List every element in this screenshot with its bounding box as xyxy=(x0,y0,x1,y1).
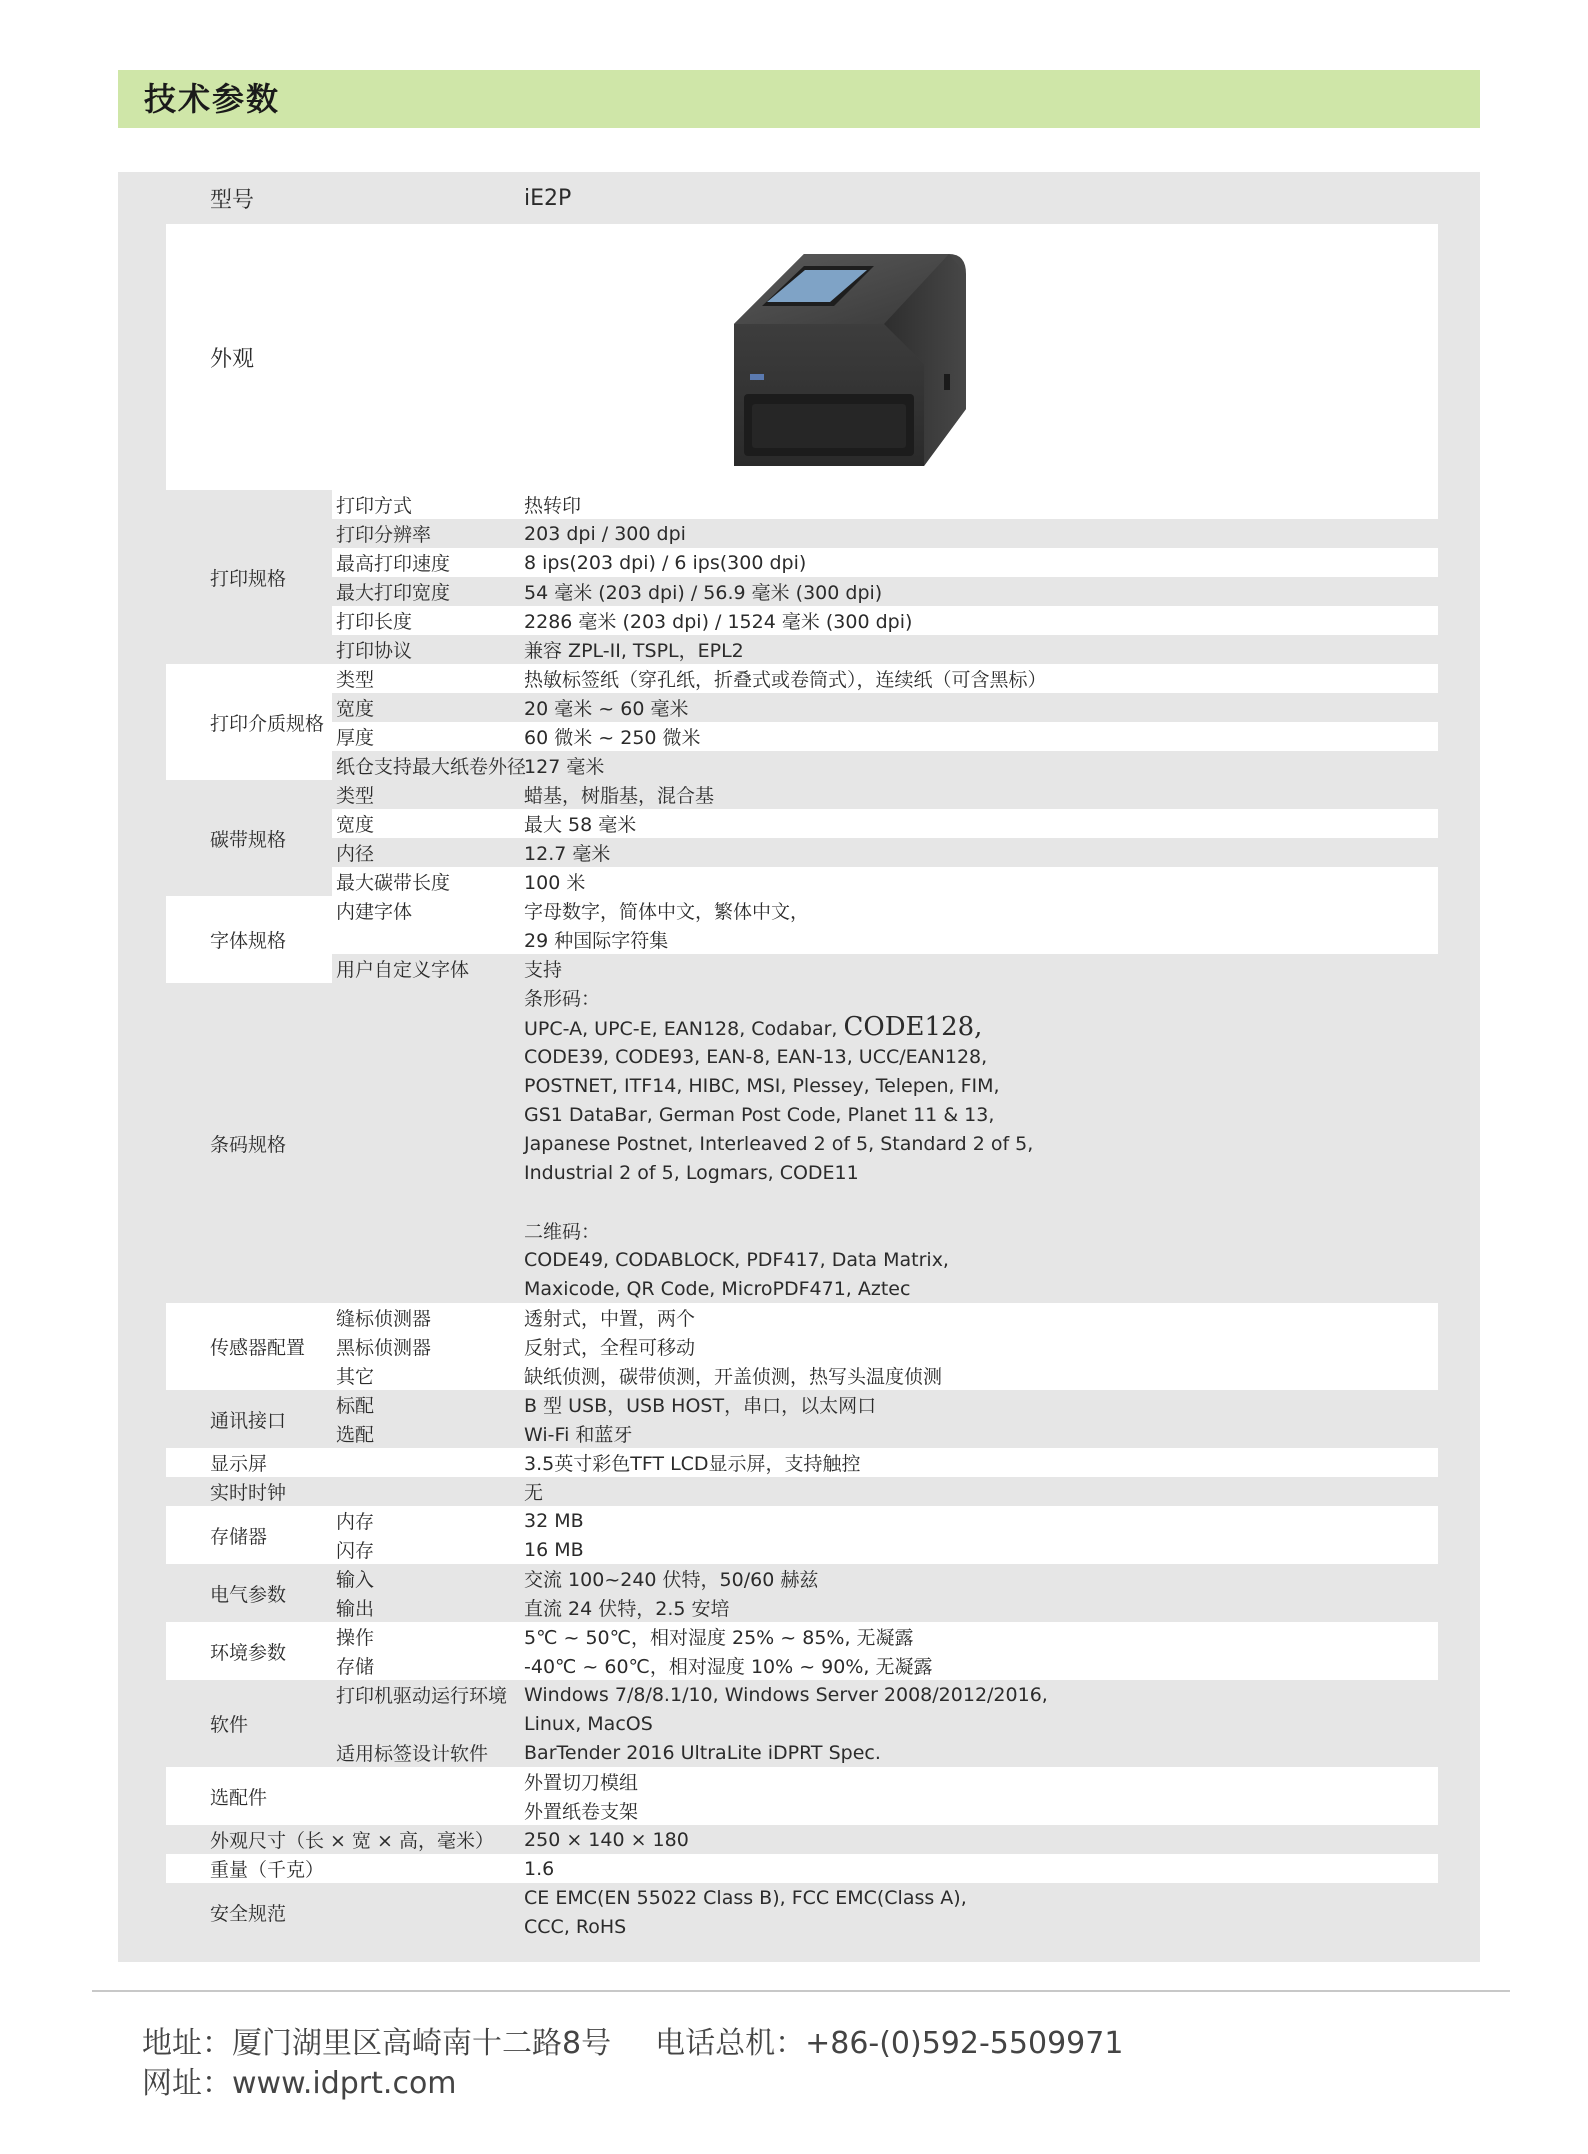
printer-photo xyxy=(524,224,1438,490)
spec-name: 最大碳带长度 xyxy=(332,867,520,896)
section-header-bar xyxy=(118,70,1480,128)
spec-name: 标配 xyxy=(332,1390,520,1419)
print-spec-row xyxy=(166,490,1438,519)
ribbon-spec-row xyxy=(166,780,1438,809)
barcode-line: POSTNET, ITF14, HIBC, MSI, Plessey, Telepen, FIM, xyxy=(520,1071,1438,1100)
spec-value: 60 微米 ~ 250 微米 xyxy=(520,722,1438,751)
weight-label: 重量（千克） xyxy=(166,1854,520,1883)
spec-name: 内建字体 xyxy=(332,896,520,925)
safety-label: 安全规范 xyxy=(166,1883,520,1941)
spec-name: 其它 xyxy=(332,1361,520,1390)
electrical-spec-label: 电气参数 xyxy=(166,1564,332,1622)
print-spec-row xyxy=(166,519,1438,548)
spec-name: 打印长度 xyxy=(332,606,520,635)
accessory-item: 外置切刀模组 xyxy=(520,1767,1438,1796)
barcode-line: Japanese Postnet, Interleaved 2 of 5, Standard 2 of 5, xyxy=(520,1129,1438,1158)
env-spec-label: 环境参数 xyxy=(166,1622,332,1680)
spec-name: 宽度 xyxy=(332,809,520,838)
rtc-row xyxy=(166,1477,1438,1506)
software-spec-label: 软件 xyxy=(166,1680,332,1767)
model-row xyxy=(166,172,1438,224)
spec-name: 闪存 xyxy=(332,1535,520,1564)
media-spec-label: 打印介质规格 xyxy=(166,664,332,780)
env-spec-row xyxy=(166,1622,1438,1651)
font-spec-row xyxy=(166,896,1438,925)
spec-value: 字母数字，简体中文，繁体中文， xyxy=(520,896,1438,925)
barcode-code128: CODE128, xyxy=(843,1012,983,1042)
sensor-spec-row xyxy=(166,1303,1438,1332)
comm-spec-row xyxy=(166,1419,1438,1448)
ribbon-spec-row xyxy=(166,867,1438,896)
footer-divider xyxy=(92,1990,1510,1992)
spec-value: 最大 58 毫米 xyxy=(520,809,1438,838)
comm-spec-label: 通讯接口 xyxy=(166,1390,332,1448)
spec-value: 蜡基，树脂基，混合基 xyxy=(520,780,1438,809)
spec-name: 内径 xyxy=(332,838,520,867)
electrical-spec-row xyxy=(166,1564,1438,1593)
model-label: 型号 xyxy=(166,172,520,224)
spec-value: 29 种国际字符集 xyxy=(520,925,1438,954)
spec-value: 8 ips(203 dpi) / 6 ips(300 dpi) xyxy=(520,548,1438,577)
spec-value: 热转印 xyxy=(520,490,1438,519)
section-title: 技术参数 xyxy=(144,80,281,118)
barcode-line: GS1 DataBar, German Post Code, Planet 11 & 13, xyxy=(520,1100,1438,1129)
rtc-value: 无 xyxy=(520,1477,1438,1506)
display-value: 3.5英寸彩色TFT LCD显示屏，支持触控 xyxy=(520,1448,1438,1477)
ribbon-spec-label: 碳带规格 xyxy=(166,780,332,896)
ribbon-spec-row xyxy=(166,809,1438,838)
print-spec-label: 打印规格 xyxy=(166,490,332,664)
spec-value: 缺纸侦测，碳带侦测，开盖侦测，热写头温度侦测 xyxy=(520,1361,1438,1390)
accessories-row xyxy=(166,1767,1438,1796)
spec-name: 纸仓支持最大纸卷外径 xyxy=(332,751,520,780)
spec-name: 选配 xyxy=(332,1419,520,1448)
spec-value: 5℃ ~ 50℃，相对湿度 25% ~ 85%, 无凝露 xyxy=(520,1622,1438,1651)
spec-name: 用户自定义字体 xyxy=(332,954,520,983)
media-spec-row xyxy=(166,664,1438,693)
barcode-line: CODE39, CODE93, EAN-8, EAN-13, UCC/EAN128, xyxy=(520,1042,1438,1071)
spec-name: 输入 xyxy=(332,1564,520,1593)
barcode-line: CODE49, CODABLOCK, PDF417, Data Matrix, xyxy=(520,1245,1438,1274)
appearance-label: 外观 xyxy=(166,224,520,490)
weight-row xyxy=(166,1854,1438,1883)
ribbon-spec-row xyxy=(166,838,1438,867)
barcode-spec-row xyxy=(166,983,1438,1012)
media-spec-row xyxy=(166,751,1438,780)
spec-value: BarTender 2016 UltraLite iDPRT Spec. xyxy=(520,1738,1438,1767)
barcode-line: Industrial 2 of 5, Logmars, CODE11 xyxy=(520,1158,1438,1187)
spec-value: 127 毫米 xyxy=(520,751,1438,780)
spec-name: 内存 xyxy=(332,1506,520,1535)
spec-name: 宽度 xyxy=(332,693,520,722)
storage-spec-row xyxy=(166,1506,1438,1535)
env-spec-row xyxy=(166,1651,1438,1680)
footer-website: 网址：www.idprt.com xyxy=(142,2066,457,2101)
spec-name: 打印方式 xyxy=(332,490,520,519)
spec-value: 12.7 毫米 xyxy=(520,838,1438,867)
safety-value: CCC, RoHS xyxy=(520,1912,1438,1941)
spec-value: 100 米 xyxy=(520,867,1438,896)
dimensions-label: 外观尺寸（长 × 宽 × 高，毫米） xyxy=(166,1825,520,1854)
print-spec-row xyxy=(166,635,1438,664)
comm-spec-row xyxy=(166,1390,1438,1419)
spec-value: Windows 7/8/8.1/10, Windows Server 2008/2012/2016, xyxy=(520,1680,1438,1709)
spec-value: 交流 100~240 伏特，50/60 赫兹 xyxy=(520,1564,1438,1593)
spec-value: 兼容 ZPL-II, TSPL，EPL2 xyxy=(520,635,1438,664)
footer-address: 地址：厦门湖里区高崎南十二路8号 xyxy=(142,2026,612,2061)
sensor-spec-label: 传感器配置 xyxy=(166,1303,332,1390)
barcode-spec-label: 条码规格 xyxy=(166,983,520,1303)
safety-row xyxy=(166,1883,1438,1912)
spec-name: 厚度 xyxy=(332,722,520,751)
label-printer-icon xyxy=(704,244,984,474)
spec-value: B 型 USB，USB HOST，串口，以太网口 xyxy=(520,1390,1438,1419)
spec-name: 打印分辨率 xyxy=(332,519,520,548)
media-spec-row xyxy=(166,722,1438,751)
spec-value: 透射式，中置，两个 xyxy=(520,1303,1438,1332)
spec-value: 16 MB xyxy=(520,1535,1438,1564)
spec-name: 类型 xyxy=(332,780,520,809)
dimensions-value: 250 × 140 × 180 xyxy=(520,1825,1438,1854)
spec-value: 支持 xyxy=(520,954,1438,983)
font-spec-label: 字体规格 xyxy=(166,896,332,983)
display-label: 显示屏 xyxy=(166,1448,520,1477)
spec-value: 热敏标签纸（穿孔纸，折叠式或卷筒式），连续纸（可含黑标） xyxy=(520,664,1438,693)
print-spec-row xyxy=(166,577,1438,606)
barcode-line: Maxicode, QR Code, MicroPDF471, Aztec xyxy=(520,1274,1438,1303)
storage-spec-row xyxy=(166,1535,1438,1564)
print-spec-row xyxy=(166,606,1438,635)
accessory-item: 外置纸卷支架 xyxy=(520,1796,1438,1825)
spec-name: 最大打印宽度 xyxy=(332,577,520,606)
barcode-linear-title: 条形码： xyxy=(520,983,1438,1012)
weight-value: 1.6 xyxy=(520,1854,1438,1883)
spec-value: -40℃ ~ 60℃，相对湿度 10% ~ 90%, 无凝露 xyxy=(520,1651,1438,1680)
spec-value: 203 dpi / 300 dpi xyxy=(520,519,1438,548)
spec-table xyxy=(166,172,1438,1941)
spec-value: Linux, MacOS xyxy=(520,1709,1438,1738)
spec-value: 直流 24 伏特，2.5 安培 xyxy=(520,1593,1438,1622)
barcode-line: UPC-A, UPC-E, EAN128, Codabar, xyxy=(524,1018,838,1040)
spec-value: 32 MB xyxy=(520,1506,1438,1535)
spec-name: 打印机驱动运行环境 xyxy=(332,1680,520,1709)
spec-name: 最高打印速度 xyxy=(332,548,520,577)
spec-name: 操作 xyxy=(332,1622,520,1651)
electrical-spec-row xyxy=(166,1593,1438,1622)
spec-value: 20 毫米 ~ 60 毫米 xyxy=(520,693,1438,722)
spec-name: 存储 xyxy=(332,1651,520,1680)
spec-value: Wi-Fi 和蓝牙 xyxy=(520,1419,1438,1448)
spec-value: 反射式，全程可移动 xyxy=(520,1332,1438,1361)
accessories-label: 选配件 xyxy=(166,1767,520,1825)
model-value: iE2P xyxy=(520,172,1438,224)
sensor-spec-row xyxy=(166,1332,1438,1361)
footer-contact xyxy=(142,2018,1123,2062)
storage-spec-label: 存储器 xyxy=(166,1506,332,1564)
safety-value: CE EMC(EN 55022 Class B), FCC EMC(Class A), xyxy=(520,1883,1438,1912)
media-spec-row xyxy=(166,693,1438,722)
sensor-spec-row xyxy=(166,1361,1438,1390)
spec-name: 黑标侦测器 xyxy=(332,1332,520,1361)
appearance-row xyxy=(166,224,1438,490)
font-spec-row xyxy=(166,954,1438,983)
spec-value: 2286 毫米 (203 dpi) / 1524 毫米 (300 dpi) xyxy=(520,606,1438,635)
spec-name: 输出 xyxy=(332,1593,520,1622)
footer-phone: 电话总机：+86-(0)592-5509971 xyxy=(655,2026,1124,2061)
spec-name: 打印协议 xyxy=(332,635,520,664)
rtc-label: 实时时钟 xyxy=(166,1477,520,1506)
print-spec-row xyxy=(166,548,1438,577)
spec-name: 适用标签设计软件 xyxy=(332,1738,520,1767)
barcode-2d-title: 二维码： xyxy=(520,1216,1438,1245)
software-spec-row xyxy=(166,1680,1438,1709)
display-row xyxy=(166,1448,1438,1477)
font-spec-row xyxy=(166,925,1438,954)
spec-name: 缝标侦测器 xyxy=(332,1303,520,1332)
spec-value: 54 毫米 (203 dpi) / 56.9 毫米 (300 dpi) xyxy=(520,577,1438,606)
software-spec-row xyxy=(166,1738,1438,1767)
spec-name: 类型 xyxy=(332,664,520,693)
software-spec-row xyxy=(166,1709,1438,1738)
dimensions-row xyxy=(166,1825,1438,1854)
